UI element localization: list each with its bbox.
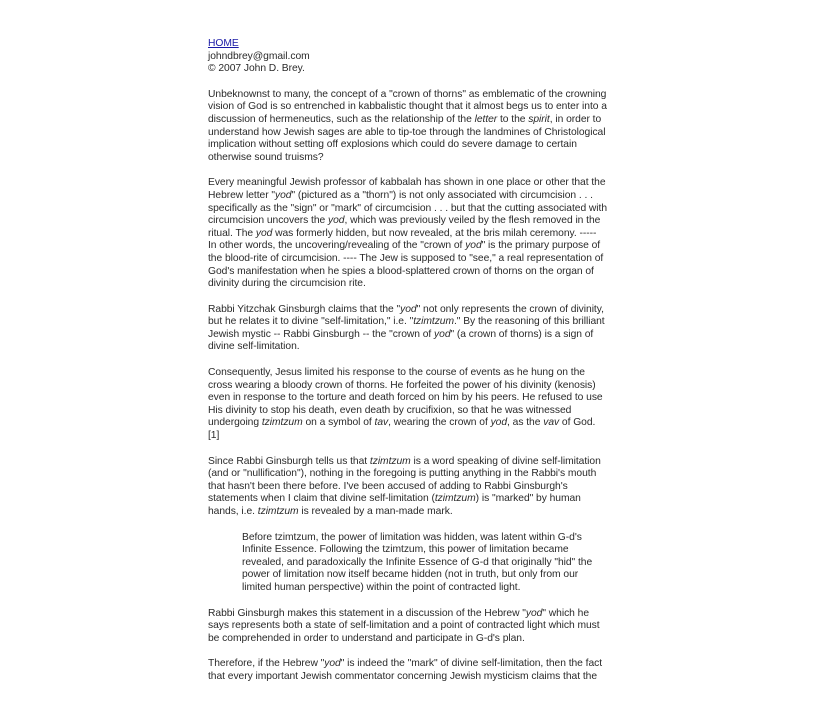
text-run: power of limitation now itself became hidden (not in truth, but only from our (242, 569, 579, 581)
text-run: Therefore, if the Hebrew " (208, 658, 325, 670)
text-run: God's manifestation when he spies a blood-splattered crown of thorns on the organ of (208, 265, 594, 277)
italic-term: yod (434, 328, 451, 340)
text-line (208, 341, 633, 354)
text-line (208, 608, 633, 621)
paragraph (208, 89, 633, 165)
text-line (208, 380, 633, 393)
italic-term: tzimtzum (261, 417, 303, 429)
italic-term: yod (328, 215, 345, 227)
italic-term: letter (474, 113, 498, 125)
text-run: Rabbi Yitzchak Ginsburgh claims that the " (208, 303, 401, 315)
text-run: , in order to (549, 113, 602, 125)
italic-term: yod (275, 189, 292, 201)
text-run: " (a crown of thorns) is a sign of (450, 328, 594, 340)
text-run: , as the (507, 417, 544, 429)
text-line (208, 658, 633, 671)
text-line (208, 481, 633, 494)
text-run: Rabbi Ginsburgh makes this statement in a discussion of the Hebrew " (208, 607, 526, 619)
paragraph (208, 456, 633, 519)
text-line (208, 278, 633, 291)
text-line (208, 620, 633, 633)
text-line (208, 177, 633, 190)
text-line (208, 101, 633, 114)
paragraph (208, 367, 633, 443)
text-line (208, 152, 633, 165)
text-line (208, 316, 633, 329)
text-run: vision of God is so entrenched in kabbalistic thought that it almost begs us to enter into a (208, 101, 607, 113)
text-run: specifically as the "sign" or "mark" of circumcision . . . but that the cutting associated with (208, 202, 608, 214)
text-line (208, 430, 633, 443)
paragraph (208, 658, 633, 683)
italic-term: yod (490, 417, 508, 429)
article-body-before-quote (208, 89, 633, 519)
text-run: of God. (559, 417, 596, 429)
text-run: that every important Jewish commentator concerning Jewish mysticism claims that the (208, 670, 597, 682)
text-run: otherwise sound truisms? (208, 151, 324, 163)
italic-term: yod (400, 303, 417, 315)
text-run: the blood-rite of circumcision. ---- The Jew is supposed to "see," a real representation of (208, 252, 604, 264)
text-run: hands, i.e. (208, 506, 258, 517)
text-run: Infinite Essence. Following the tzimtzum, this power of limitation became (242, 544, 569, 556)
text-run: Unbeknownst to many, the concept of a "crown of thorns" as emblematic of the crowning (208, 88, 607, 100)
document-page (208, 38, 633, 697)
text-run: undergoing (208, 417, 262, 429)
text-run: " is the primary purpose of (481, 240, 601, 252)
text-run: was formerly hidden, but now revealed, at the bris milah ceremony. ----- (272, 227, 597, 239)
text-run: even in response to the torture and death forced on him by his peers. He refused to use (208, 392, 603, 404)
text-run: divine self-limitation. (208, 341, 300, 353)
document-header (208, 38, 633, 76)
text-line (208, 266, 633, 279)
text-run: [1] (208, 430, 220, 442)
text-line (208, 253, 633, 266)
author-email: johndbrey@gmail.com (208, 50, 310, 62)
text-line (208, 203, 633, 216)
text-run: In other words, the uncovering/revealing of the "crown of (208, 240, 466, 252)
paragraph (208, 177, 633, 290)
text-line (208, 89, 633, 102)
text-line (208, 671, 633, 684)
text-line (208, 304, 633, 317)
italic-term: tzimtzum (413, 316, 454, 328)
text-line (208, 456, 633, 469)
text-run: divinity during the circumcision rite. (208, 278, 366, 290)
text-line (208, 329, 633, 342)
text-line (208, 228, 633, 241)
text-line (208, 405, 633, 418)
text-run: discussion of hermeneutics, such as the relationship of the (208, 113, 475, 125)
italic-term: yod (255, 227, 273, 239)
home-link[interactable]: HOME (208, 38, 239, 49)
text-run: (and or "nullification"), nothing in the foregoing is putting anything in the Rabbi's mouth (208, 468, 597, 480)
italic-term: yod (525, 607, 543, 619)
text-line (208, 417, 633, 430)
text-run: " (pictured as a "thorn") is not only associated with circumcision . . . (291, 189, 593, 201)
italic-term: yod (324, 658, 341, 670)
text-line (208, 633, 633, 646)
text-run: that hasn't been there before. I've been accused of adding to Rabbi Ginsburgh's (208, 480, 568, 492)
text-line (208, 139, 633, 152)
text-run: ritual. The (208, 227, 256, 239)
text-run: " not only represents the crown of divinity, (416, 303, 604, 315)
text-run: , which was previously veiled by the flesh removed in the (344, 215, 601, 227)
text-line (242, 569, 633, 582)
italic-term: yod (465, 240, 482, 252)
text-run: limited human perspective) within the point of contracted light. (242, 581, 521, 593)
italic-term: tav (374, 417, 389, 429)
italic-term: tzimtzum (434, 493, 476, 505)
text-run: understand how Jewish sages are able to tip-toe through the landmines of Christological (208, 126, 606, 138)
text-run: Since Rabbi Ginsburgh tells us that (208, 455, 370, 467)
text-line (208, 240, 633, 253)
text-run: ." By the reasoning of this brilliant (454, 316, 605, 328)
text-run: but he relates it to divine "self-limitation," i.e. " (208, 316, 414, 328)
text-run: ) is "marked" by human (475, 493, 581, 505)
text-line (208, 506, 633, 519)
text-run: " which he (542, 607, 590, 619)
text-run: Hebrew letter " (208, 189, 275, 201)
article-body-after-quote (208, 608, 633, 684)
text-run: on a symbol of (302, 417, 375, 429)
text-line (208, 367, 633, 380)
italic-term: vav (543, 417, 560, 429)
copyright-notice: © 2007 John D. Brey. (208, 63, 305, 75)
italic-term: tzimtzum (257, 506, 299, 517)
text-run: be comprehended in order to understand and participate in G-d's plan. (208, 632, 525, 644)
text-line (208, 190, 633, 203)
paragraph (208, 608, 633, 646)
italic-term: spirit (528, 113, 550, 125)
text-run: cross wearing a bloody crown of thorns. He forfeited the power of his divinity (kenosis) (208, 379, 596, 391)
text-run: is a word speaking of divine self-limitation (410, 455, 601, 467)
text-run: Every meaningful Jewish professor of kabbalah has shown in one place or other that the (208, 177, 606, 189)
text-line (242, 532, 633, 545)
text-run: revealed, and paradoxically the Infinite Essence of G-d that originally "hid" the (242, 556, 593, 568)
text-run: says represents both a state of self-limitation and a point of contracted light which must (208, 620, 600, 632)
block-quote (242, 532, 633, 595)
text-line (208, 493, 633, 506)
text-line (208, 114, 633, 127)
text-run: His divinity to stop his death, even death by crucifixion, so that he was witnessed (208, 404, 572, 416)
text-line (208, 215, 633, 228)
text-run: statements when I claim that divine self-limitation ( (208, 493, 435, 505)
text-run: circumcision uncovers the (208, 215, 329, 227)
text-line (208, 127, 633, 140)
text-line (208, 468, 633, 481)
text-run: Before tzimtzum, the power of limitation was hidden, was latent within G-d's (242, 531, 582, 543)
italic-term: tzimtzum (369, 455, 411, 467)
text-run: to the (497, 113, 529, 125)
text-run: Jewish mystic -- Rabbi Ginsburgh -- the "crown of (208, 328, 435, 340)
text-line (208, 392, 633, 405)
text-run: Consequently, Jesus limited his response to the course of events as he hung on the (208, 367, 585, 379)
text-run: is revealed by a man-made mark. (298, 506, 453, 517)
text-line (242, 582, 633, 595)
text-line (242, 557, 633, 570)
text-run: , wearing the crown of (388, 417, 491, 429)
text-run: implication without setting off explosions which could do severe damage to certain (208, 139, 577, 151)
paragraph (208, 304, 633, 354)
text-line (242, 544, 633, 557)
text-run: " is indeed the "mark" of divine self-limitation, then the fact (340, 658, 603, 670)
